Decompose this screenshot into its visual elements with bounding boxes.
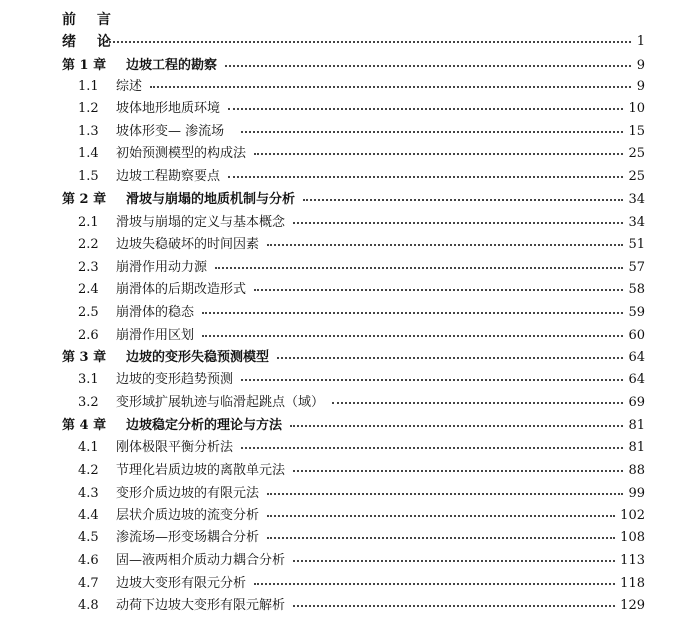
toc-page-number: 51	[628, 237, 645, 252]
toc-section-title: 边坡失稳破坏的时间因素	[116, 237, 260, 252]
toc-section-title: 边坡的变形趋势预测	[116, 372, 234, 387]
toc-section-number: 1.3	[78, 124, 99, 139]
toc-section-number: 3.1	[78, 372, 99, 387]
dot-leader	[293, 222, 623, 224]
toc-page-number: 81	[628, 440, 645, 455]
dot-leader	[267, 493, 623, 495]
toc-section-title: 滑坡与崩塌的定义与基本概念	[116, 215, 286, 230]
toc-chapter-number: 第 2 章	[62, 192, 107, 207]
toc-heading-entry	[0, 29, 645, 55]
toc-page-number: 9	[636, 79, 645, 94]
toc-section-number: 4.8	[78, 598, 99, 613]
dot-leader	[303, 199, 623, 201]
toc-page-number: 81	[628, 418, 645, 433]
dot-leader	[106, 41, 631, 43]
dot-leader	[332, 402, 623, 404]
toc-page-number: 64	[628, 350, 645, 365]
toc-page-number: 69	[628, 395, 645, 410]
toc-section-entry	[0, 593, 645, 619]
dot-leader	[267, 244, 623, 246]
dot-leader	[267, 537, 615, 539]
toc-section-title: 固—液两相介质动力耦合分析	[116, 553, 286, 568]
dot-leader	[267, 515, 615, 517]
toc-section-number: 1.2	[78, 101, 99, 116]
toc-chapter-number: 第 1 章	[62, 58, 107, 73]
dot-leader	[293, 560, 615, 562]
dot-leader	[202, 335, 623, 337]
toc-section-number: 1.1	[78, 79, 99, 94]
toc-page-number: 99	[628, 486, 645, 501]
dot-leader	[254, 289, 623, 291]
toc-section-title: 变形域扩展轨迹与临滑起跳点（域）	[116, 395, 325, 410]
toc-section-number: 1.5	[78, 169, 99, 184]
toc-section-title: 层状介质边坡的流变分析	[116, 508, 260, 523]
toc-chapter-title: 滑坡与崩塌的地质机制与分析	[126, 192, 296, 207]
dot-leader	[215, 267, 623, 269]
dot-leader	[290, 425, 623, 427]
toc-page-number: 57	[628, 260, 645, 275]
toc-section-title: 变形介质边坡的有限元法	[116, 486, 260, 501]
toc-page-number: 25	[628, 146, 645, 161]
toc-page-number: 113	[620, 553, 645, 568]
toc-section-number: 4.4	[78, 508, 99, 523]
toc-page-number: 118	[620, 576, 645, 591]
toc-section-title: 初始预测模型的构成法	[116, 146, 247, 161]
toc-section-number: 4.5	[78, 530, 99, 545]
toc-page-number: 64	[628, 372, 645, 387]
toc-section-title: 坡体形变— 渗流场	[116, 124, 225, 139]
toc-section-number: 4.1	[78, 440, 99, 455]
dot-leader	[228, 108, 623, 110]
dot-leader	[293, 605, 615, 607]
toc-chapter-title: 边坡工程的勘察	[126, 58, 218, 73]
toc-section-title: 渗流场—形变场耦合分析	[116, 530, 260, 545]
toc-section-number: 1.4	[78, 146, 99, 161]
toc-section-number: 2.1	[78, 215, 99, 230]
toc-section-title: 崩滑作用区划	[116, 328, 195, 343]
toc-section-title: 刚体极限平衡分析法	[116, 440, 234, 455]
toc-section-title: 综述	[116, 79, 143, 94]
toc-page-number: 1	[636, 34, 645, 49]
toc-page-number: 58	[628, 282, 645, 297]
toc-page-number: 60	[628, 328, 645, 343]
toc-section-title: 崩滑体的稳态	[116, 305, 195, 320]
toc-section-number: 2.3	[78, 260, 99, 275]
dot-leader	[277, 357, 623, 359]
toc-page-number: 129	[620, 598, 645, 613]
toc-heading-label: 绪 论	[62, 34, 119, 50]
toc-heading-label: 前 言	[62, 12, 119, 28]
dot-leader	[241, 447, 623, 449]
toc-section-title: 崩滑体的后期改造形式	[116, 282, 247, 297]
dot-leader	[241, 131, 623, 133]
toc-section-number: 2.2	[78, 237, 99, 252]
toc-section-number: 2.6	[78, 328, 99, 343]
toc-page-number: 34	[628, 192, 645, 207]
toc-page-number: 10	[628, 101, 645, 116]
toc-page-number: 9	[636, 58, 645, 73]
toc-chapter-title: 边坡的变形失稳预测模型	[126, 350, 270, 365]
toc-section-number: 4.7	[78, 576, 99, 591]
toc-section-number: 4.2	[78, 463, 99, 478]
toc-page-number: 34	[628, 215, 645, 230]
toc-section-number: 2.5	[78, 305, 99, 320]
toc-section-number: 4.6	[78, 553, 99, 568]
toc-chapter-title: 边坡稳定分析的理论与方法	[126, 418, 283, 433]
toc-page-number: 102	[620, 508, 645, 523]
toc-section-title: 边坡工程勘察要点	[116, 169, 221, 184]
toc-section-number: 3.2	[78, 395, 99, 410]
toc-section-title: 动荷下边坡大变形有限元解析	[116, 598, 286, 613]
dot-leader	[150, 86, 631, 88]
toc-section-title: 崩滑作用动力源	[116, 260, 208, 275]
toc-page-number: 59	[628, 305, 645, 320]
dot-leader	[225, 65, 631, 67]
dot-leader	[202, 312, 623, 314]
toc-page-number: 25	[628, 169, 645, 184]
toc-chapter-number: 第 3 章	[62, 350, 107, 365]
toc-section-number: 4.3	[78, 486, 99, 501]
toc-section-title: 边坡大变形有限元分析	[116, 576, 247, 591]
dot-leader	[241, 379, 623, 381]
toc-page-number: 15	[628, 124, 645, 139]
dot-leader	[228, 176, 623, 178]
dot-leader	[254, 153, 623, 155]
toc-section-number: 2.4	[78, 282, 99, 297]
toc-section-title: 节理化岩质边坡的离散单元法	[116, 463, 286, 478]
dot-leader	[254, 583, 615, 585]
toc-page-number: 108	[620, 530, 645, 545]
dot-leader	[293, 470, 623, 472]
toc-section-title: 坡体地形地质环境	[116, 101, 221, 116]
toc-chapter-number: 第 4 章	[62, 418, 107, 433]
toc-page-number: 88	[628, 463, 645, 478]
